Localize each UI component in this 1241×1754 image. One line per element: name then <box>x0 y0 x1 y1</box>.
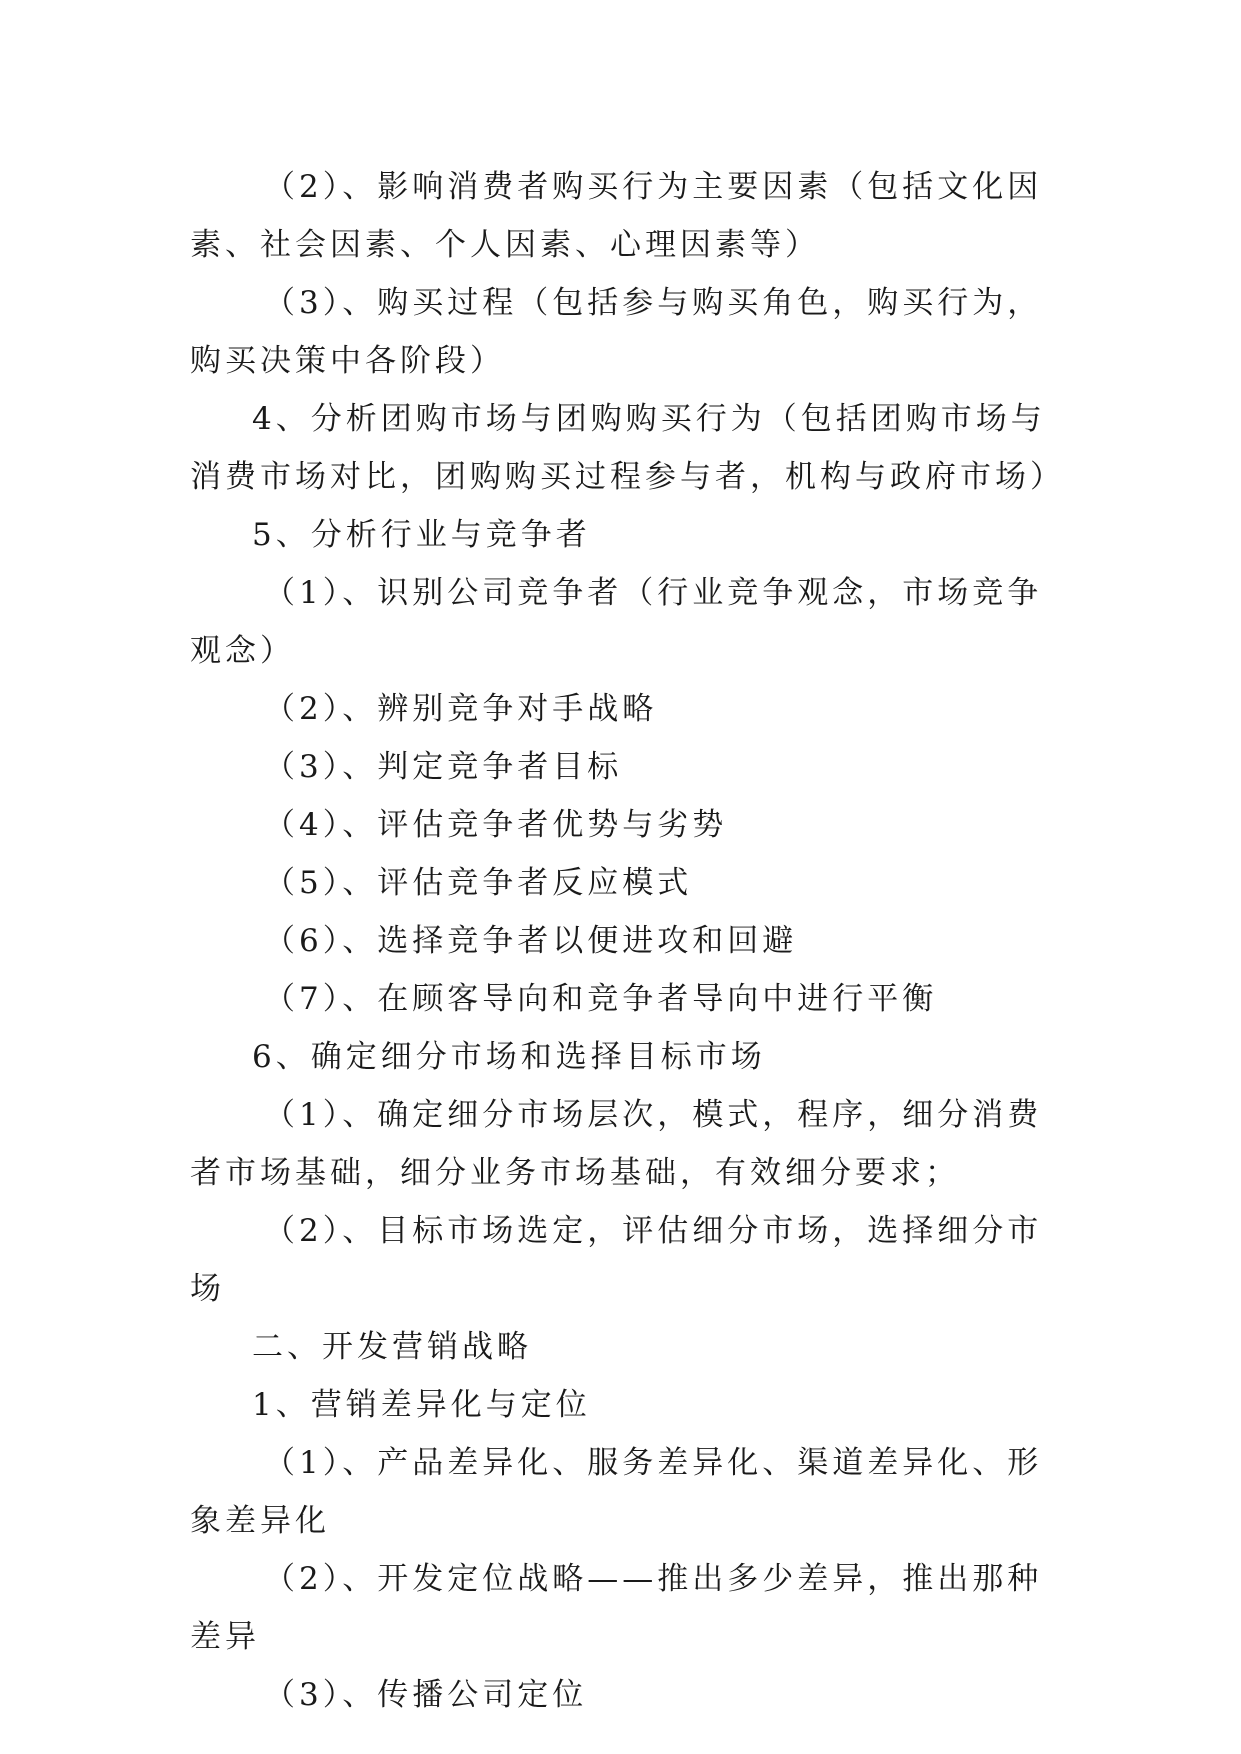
paragraph-competitor-strategy: （2）、辨别竞争对手战略 <box>264 691 658 727</box>
paragraph-positioning-strategy: （2）、开发定位战略——推出多少差异，推出那种差异 <box>190 1561 1043 1655</box>
paragraph-purchase-process: （3）、购买过程（包括参与购买角色，购买行为，购买决策中各阶段） <box>190 285 1043 379</box>
paragraph-group-purchase: 4、分析团购市场与团购购买行为（包括团购市场与消费市场对比，团购购买过程参与者，机构与政府市场） <box>190 401 1065 495</box>
paragraph-segmentation-targeting: 6、确定细分市场和选择目标市场 <box>252 1039 766 1075</box>
section-heading-marketing-strategy: 二、开发营销战略 <box>252 1329 532 1365</box>
paragraph-reaction-patterns: （5）、评估竞争者反应模式 <box>264 865 693 901</box>
paragraph-consumer-factors: （2）、影响消费者购买行为主要因素（包括文化因素、社会因素、个人因素、心理因素等） <box>190 169 1043 263</box>
paragraph-strengths-weaknesses: （4）、评估竞争者优势与劣势 <box>264 807 728 843</box>
paragraph-industry-competitors: 5、分析行业与竞争者 <box>252 517 591 553</box>
paragraph-communicate-positioning: （3）、传播公司定位 <box>264 1677 588 1713</box>
paragraph-attack-avoid: （6）、选择竞争者以便进攻和回避 <box>264 923 798 959</box>
paragraph-balance-orientation: （7）、在顾客导向和竞争者导向中进行平衡 <box>264 981 938 1017</box>
paragraph-target-selection: （2）、目标市场选定，评估细分市场，选择细分市场 <box>190 1213 1043 1307</box>
paragraph-differentiation-positioning: 1、营销差异化与定位 <box>252 1387 591 1423</box>
document-body <box>190 158 1070 1724</box>
paragraph-competitor-goals: （3）、判定竞争者目标 <box>264 749 623 785</box>
paragraph-identify-competitors: （1）、识别公司竞争者（行业竞争观念，市场竞争观念） <box>190 575 1043 669</box>
paragraph-segment-levels: （1）、确定细分市场层次，模式，程序，细分消费者市场基础，细分业务市场基础，有效细分要求； <box>190 1097 1043 1191</box>
paragraph-differentiation-types: （1）、产品差异化、服务差异化、渠道差异化、形象差异化 <box>190 1445 1043 1539</box>
